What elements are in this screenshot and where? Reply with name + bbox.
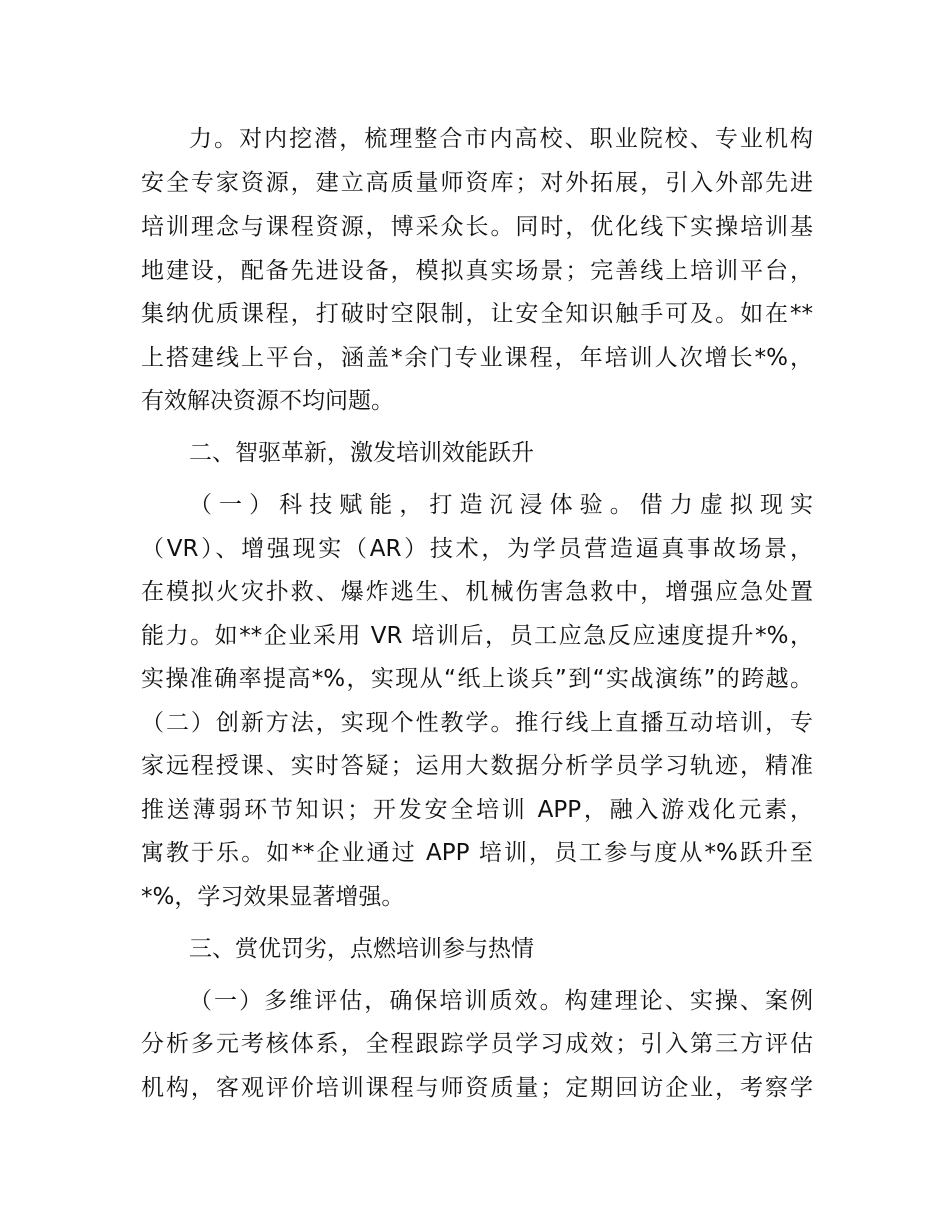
- section-heading-2: 二、智驱革新，激发培训效能跃升: [189, 440, 534, 466]
- paragraph-line: 分析多元考核体系，全程跟踪学员学习成效；引入第三方评估: [141, 1031, 813, 1057]
- paragraph-line: 实操准确率提高*%，实现从“纸上谈兵”到“实战演练”的跨越。: [141, 666, 813, 692]
- paragraph-line: 集纳优质课程，打破时空限制，让安全知识触手可及。如在**: [141, 301, 813, 327]
- paragraph-line: （一）多维评估，确保培训质效。构建理论、实操、案例: [189, 988, 813, 1014]
- paragraph-line: 机构，客观评价培训课程与师资质量；定期回访企业，考察学: [141, 1075, 813, 1101]
- paragraph-line: （一）科技赋能，打造沉浸体验。借力虚拟现实: [189, 492, 813, 518]
- paragraph-line: 上搭建线上平台，涵盖*余门专业课程，年培训人次增长*%，: [141, 345, 813, 371]
- paragraph-line: （二）创新方法，实现个性教学。推行线上直播互动培训，专: [141, 710, 813, 736]
- paragraph-line: 在模拟火灾扑救、爆炸逃生、机械伤害急救中，增强应急处置: [141, 579, 813, 605]
- paragraph-line: 能力。如**企业采用 VR 培训后，员工应急反应速度提升*%，: [141, 623, 813, 649]
- paragraph-line: 推送薄弱环节知识；开发安全培训 APP，融入游戏化元素，: [141, 797, 813, 823]
- paragraph-line: 力。对内挖潜，梳理整合市内高校、职业院校、专业机构: [189, 126, 813, 152]
- paragraph-line: 地建设，配备先进设备，模拟真实场景；完善线上培训平台，: [141, 258, 813, 284]
- paragraph-line: 家远程授课、实时答疑；运用大数据分析学员学习轨迹，精准: [141, 753, 813, 779]
- paragraph-line: 有效解决资源不均问题。: [141, 388, 394, 414]
- paragraph-line: （VR）、增强现实（AR）技术，为学员营造逼真事故场景，: [141, 536, 813, 562]
- paragraph-line: 寓教于乐。如**企业通过 APP 培训，员工参与度从*%跃升至: [141, 840, 813, 866]
- section-heading-3: 三、赏优罚劣，点燃培训参与热情: [189, 936, 534, 962]
- paragraph-line: 培训理念与课程资源，博采众长。同时，优化线下实操培训基: [141, 214, 813, 240]
- paragraph-line: 安全专家资源，建立高质量师资库；对外拓展，引入外部先进: [141, 170, 813, 196]
- paragraph-line: *%，学习效果显著增强。: [141, 884, 405, 910]
